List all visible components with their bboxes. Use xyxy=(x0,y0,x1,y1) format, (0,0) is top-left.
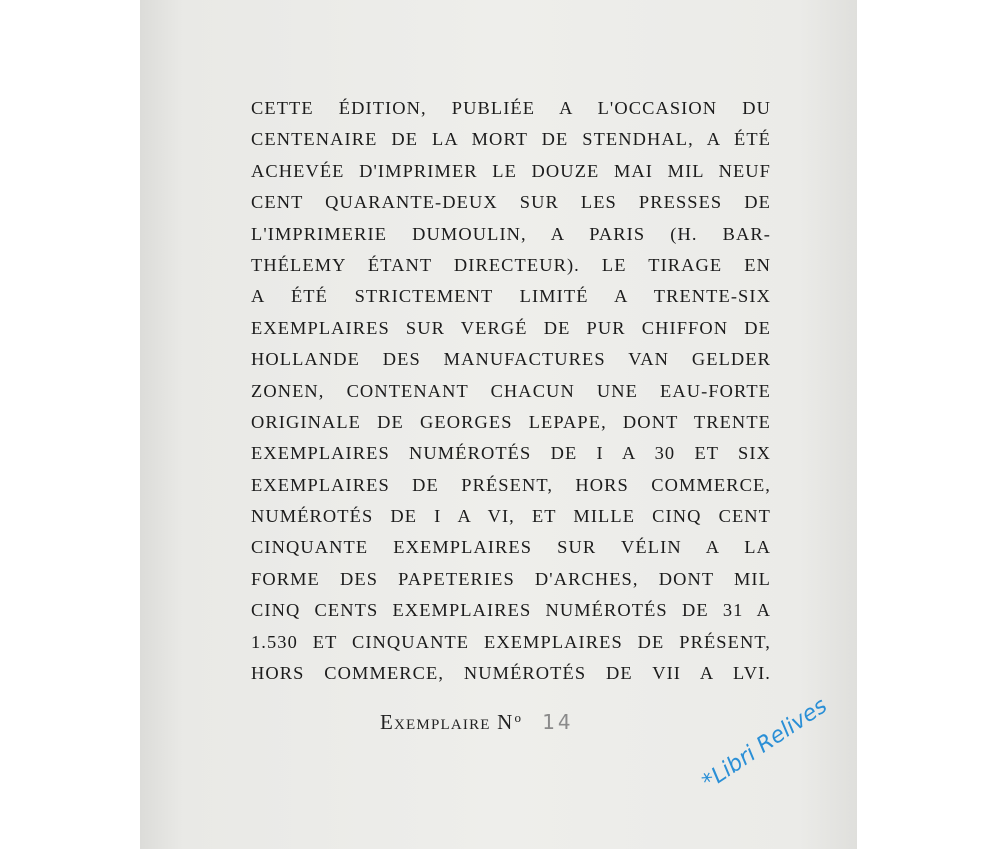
colophon-line: EXEMPLAIRES NUMÉROTÉS DE I A 30 ET SIX xyxy=(251,443,771,464)
colophon-line: EXEMPLAIRES SUR VERGÉ DE PUR CHIFFON DE xyxy=(251,317,771,338)
watermark: *Libri Relives xyxy=(698,693,832,795)
colophon-line: L'IMPRIMERIE DUMOULIN, A PARIS (H. BAR- xyxy=(251,223,771,244)
colophon-line: 1.530 ET CINQUANTE EXEMPLAIRES DE PRÉSENT, xyxy=(251,631,771,652)
copy-number: 14 xyxy=(542,710,574,734)
exemplaire-number xyxy=(380,700,574,736)
colophon-line: THÉLEMY ÉTANT DIRECTEUR). LE TIRAGE EN xyxy=(251,254,771,275)
colophon-line: NUMÉROTÉS DE I A VI, ET MILLE CINQ CENT xyxy=(251,506,771,527)
colophon-line: ZONEN, CONTENANT CHACUN UNE EAU-FORTE xyxy=(251,380,771,401)
colophon-line: ACHEVÉE D'IMPRIMER LE DOUZE MAI MIL NEUF xyxy=(251,160,771,181)
colophon-line: ORIGINALE DE GEORGES LEPAPE, DONT TRENTE xyxy=(251,411,771,432)
colophon-line: EXEMPLAIRES DE PRÉSENT, HORS COMMERCE, xyxy=(251,474,771,495)
exemplaire-label: Exemplaire N xyxy=(380,710,514,734)
colophon-line: CENTENAIRE DE LA MORT DE STENDHAL, A ÉTÉ xyxy=(251,129,771,150)
number-superscript: o xyxy=(514,710,523,725)
colophon-line: CENT QUARANTE-DEUX SUR LES PRESSES DE xyxy=(251,192,771,213)
colophon-line: A ÉTÉ STRICTEMENT LIMITÉ A TRENTE-SIX xyxy=(251,286,771,307)
colophon-line: CETTE ÉDITION, PUBLIÉE A L'OCCASION DU xyxy=(251,98,771,118)
colophon-line: CINQ CENTS EXEMPLAIRES NUMÉROTÉS DE 31 A xyxy=(251,600,771,621)
colophon-line: HORS COMMERCE, NUMÉROTÉS DE VII A LVI. xyxy=(251,663,771,684)
colophon-line: FORME DES PAPETERIES D'ARCHES, DONT MIL xyxy=(251,568,771,589)
colophon-text xyxy=(251,93,771,689)
colophon-line: CINQUANTE EXEMPLAIRES SUR VÉLIN A LA xyxy=(251,537,771,558)
colophon-line: HOLLANDE DES MANUFACTURES VAN GELDER xyxy=(251,349,771,370)
